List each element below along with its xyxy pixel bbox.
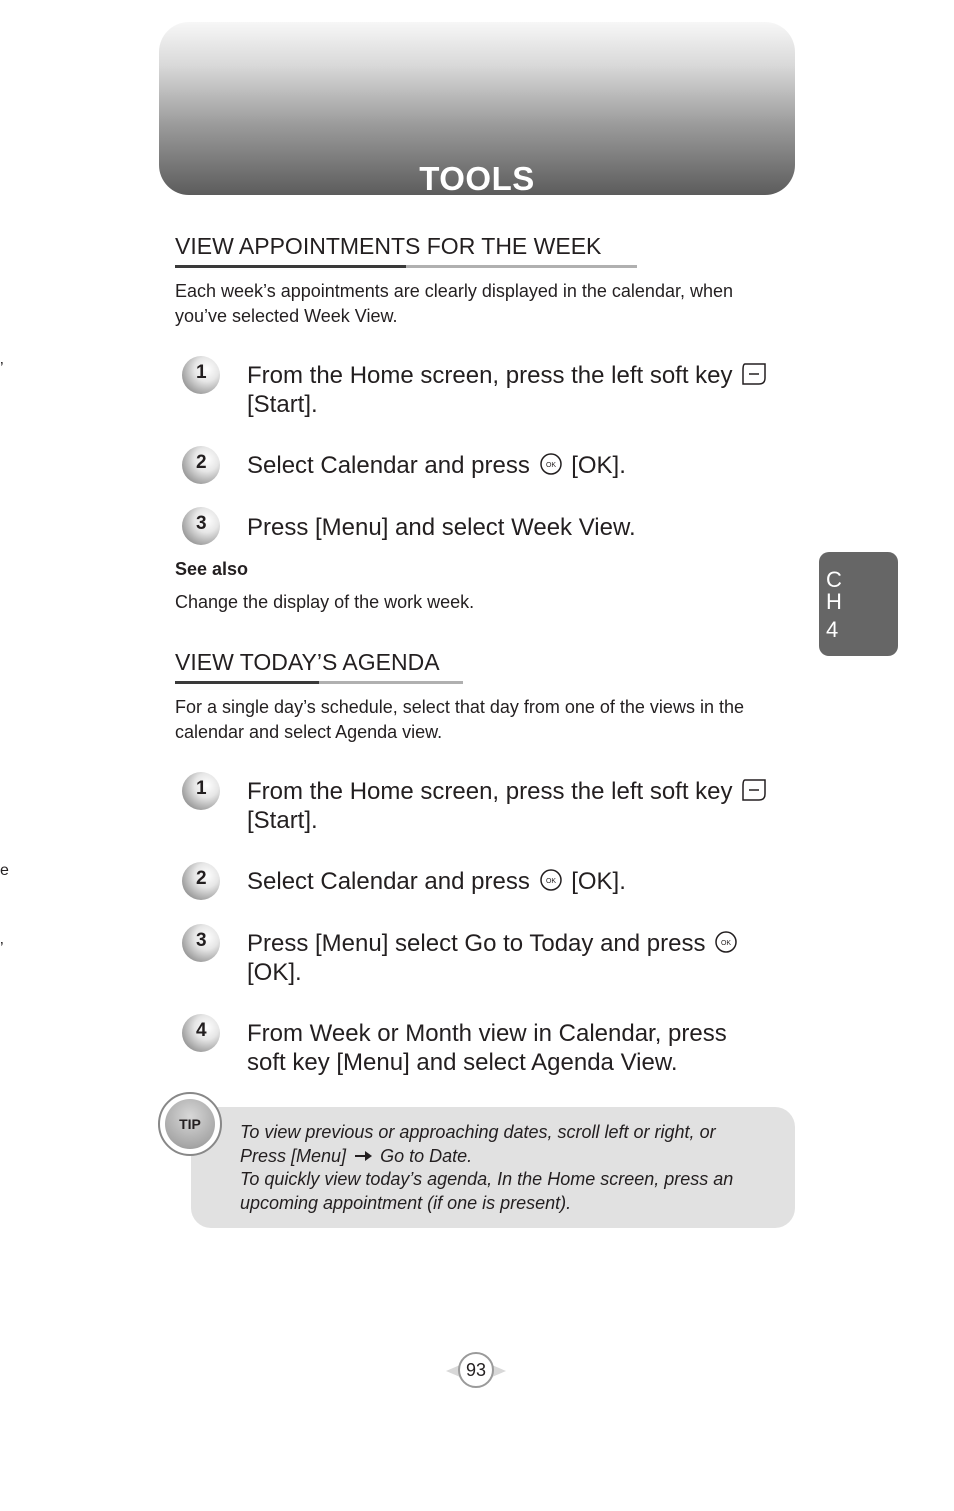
step-text-line: From the Home screen, press the left soft key (247, 778, 733, 805)
step-number: 3 (196, 513, 207, 534)
step-number: 1 (196, 362, 207, 383)
section-underline-light (406, 265, 637, 268)
step-text (247, 513, 807, 542)
section-underline-light (319, 681, 463, 684)
chapter-tab-letter: H (826, 589, 842, 614)
step-number-badge (182, 924, 220, 962)
intro-line: Each week’s appointments are clearly displayed in the calendar, when (175, 281, 733, 301)
margin-mark: e (0, 862, 9, 879)
step-item (182, 446, 802, 486)
step-text-line: [OK]. (247, 959, 302, 986)
step-text (247, 361, 807, 419)
see-also-label: See also (175, 559, 249, 579)
tip-line-part: Press [Menu] (240, 1145, 347, 1166)
section-intro-week (175, 279, 800, 329)
intro-line: calendar and select Agenda view. (175, 722, 443, 742)
step-item (182, 507, 802, 547)
tip-line: upcoming appointment (if one is present). (240, 1192, 572, 1213)
left-soft-key-icon (741, 778, 767, 802)
step-number: 4 (196, 1020, 207, 1041)
chapter-tab (819, 552, 898, 656)
see-also-text: Change the display of the work week. (175, 592, 475, 612)
step-number-badge (182, 356, 220, 394)
step-text-line: Select Calendar and press (247, 868, 530, 895)
section-title-agenda: VIEW TODAY’S AGENDA (175, 649, 440, 675)
tip-line-part: Go to Date. (380, 1145, 473, 1166)
margin-mark: ’ (0, 940, 4, 957)
svg-text:OK: OK (545, 462, 556, 469)
step-item (182, 862, 802, 902)
tip-line: To quickly view today’s agenda, In the Home screen, press an (240, 1169, 734, 1189)
section-underline-dark (175, 681, 319, 684)
step-text-line: Press [Menu] select Go to Today and press (247, 930, 706, 957)
tip-badge (158, 1092, 222, 1156)
step-number-badge (182, 862, 220, 900)
page-number: 93 (458, 1352, 494, 1388)
ok-key-icon (539, 868, 563, 892)
step-number: 1 (196, 778, 207, 799)
tip-badge-inner (165, 1099, 215, 1149)
step-text (247, 451, 807, 480)
step-number-badge (182, 1014, 220, 1052)
svg-text:OK: OK (545, 878, 556, 885)
step-text (247, 867, 807, 896)
step-number-badge (182, 772, 220, 810)
tip-text (240, 1121, 790, 1215)
intro-line: you’ve selected Week View. (175, 306, 398, 326)
step-text-line: From the Home screen, press the left soft key (247, 362, 733, 389)
step-text-line: [Start]. (247, 807, 318, 834)
step-item (182, 1014, 802, 1078)
step-text (247, 1019, 807, 1077)
intro-line: For a single day’s schedule, select that day from one of the views in the (175, 697, 744, 717)
tip-badge-label: TIP (179, 1116, 201, 1132)
step-number: 2 (196, 868, 207, 889)
arrow-right-icon (353, 1149, 373, 1163)
chapter-tab-number: 4 (826, 617, 839, 642)
step-text-line: [Start]. (247, 391, 318, 418)
step-text (247, 929, 807, 987)
step-text-line: [OK]. (571, 868, 626, 895)
step-number: 3 (196, 930, 207, 951)
step-number-badge (182, 446, 220, 484)
step-text-line: Select Calendar and press (247, 452, 530, 479)
chapter-title: TOOLS (419, 160, 535, 197)
page-number-wrap (446, 1350, 506, 1392)
step-item (182, 356, 802, 420)
ok-key-icon (539, 452, 563, 476)
tip-line: To view previous or approaching dates, scroll left or right, or (240, 1122, 716, 1142)
step-text (247, 777, 807, 835)
chapter-header (159, 22, 795, 195)
step-item (182, 772, 802, 836)
section-title-week: VIEW APPOINTMENTS FOR THE WEEK (175, 233, 602, 259)
step-text-line: [OK]. (571, 452, 626, 479)
svg-text:OK: OK (721, 940, 732, 947)
step-text-line: soft key [Menu] and select Agenda View. (247, 1049, 678, 1076)
chapter-tab-letter: C (826, 567, 842, 592)
step-number: 2 (196, 452, 207, 473)
step-item (182, 924, 802, 988)
step-text-line: Press [Menu] and select Week View. (247, 514, 636, 541)
tip-line (240, 1145, 790, 1169)
section-underline-dark (175, 265, 406, 268)
left-soft-key-icon (741, 362, 767, 386)
margin-mark: ’ (0, 360, 4, 377)
step-number-badge (182, 507, 220, 545)
ok-key-icon (714, 930, 738, 954)
section-intro-agenda (175, 695, 805, 745)
step-text-line: From Week or Month view in Calendar, press (247, 1020, 727, 1047)
